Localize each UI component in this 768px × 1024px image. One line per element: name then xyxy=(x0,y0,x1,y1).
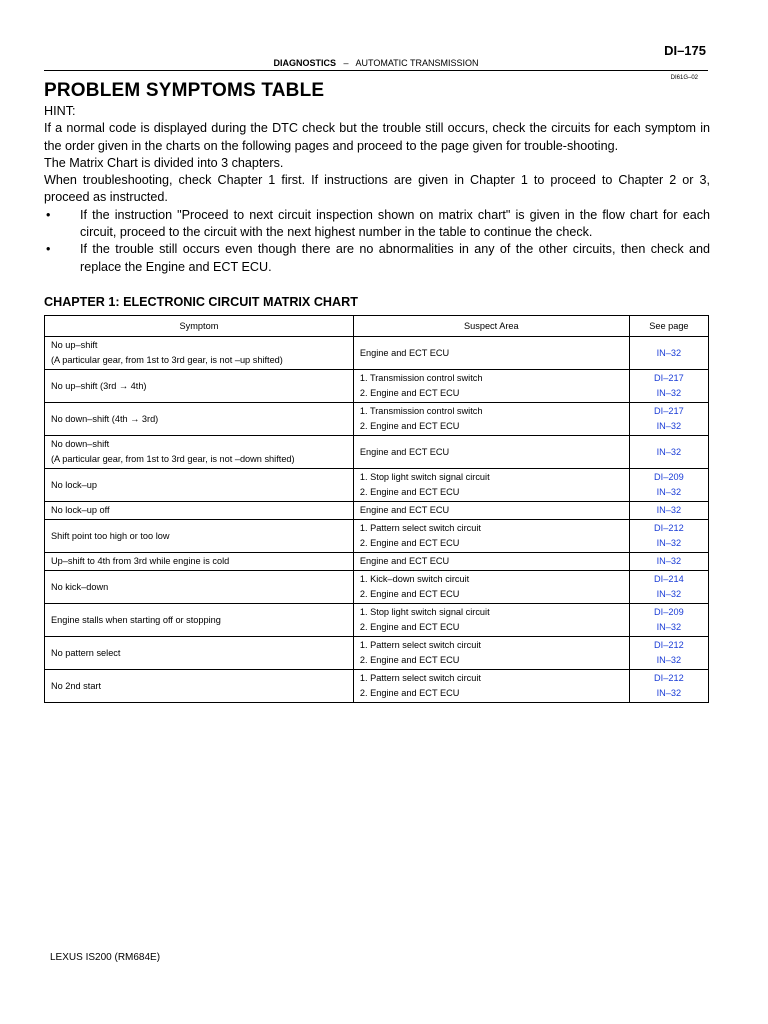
page-link[interactable]: DI–212 xyxy=(654,640,684,650)
table-row xyxy=(45,520,709,553)
symptom-cell xyxy=(45,553,354,571)
footer-model: LEXUS IS200 (RM684E) xyxy=(50,952,161,963)
suspect-area-cell-line: Engine and ECT ECU xyxy=(359,556,450,566)
suspect-area-cell xyxy=(353,553,629,571)
see-page-cell xyxy=(629,553,708,571)
suspect-area-cell xyxy=(353,469,629,502)
hint-paragraph-3: When troubleshooting, check Chapter 1 first. If instructions are given in Chapter 1 to proceed to Chapter 2 or 3, proceed as instructed. xyxy=(44,173,710,205)
table-row xyxy=(45,571,709,604)
page-title: PROBLEM SYMPTOMS TABLE xyxy=(44,80,325,101)
symptom-cell-line: No down–shift xyxy=(51,439,110,449)
suspect-area-cell-line: 1. Stop light switch signal circuit xyxy=(359,607,490,617)
symptom-cell-line: Up–shift to 4th from 3rd while engine is cold xyxy=(51,556,230,566)
page-link[interactable]: DI–217 xyxy=(654,406,684,416)
suspect-area-cell-line: 2. Engine and ECT ECU xyxy=(359,487,460,497)
hint-label: HINT: xyxy=(44,104,76,118)
hint-bullet-2 xyxy=(44,241,710,276)
symptom-cell xyxy=(45,571,354,604)
page-link[interactable]: IN–32 xyxy=(656,388,682,398)
suspect-area-cell-line: 1. Pattern select switch circuit xyxy=(359,640,481,650)
page-link[interactable]: DI–214 xyxy=(654,574,684,584)
bullet-text: If the trouble still occurs even though there are no abnormalities in any of the other circuits, then check and replace the Engine and ECT ECU. xyxy=(80,242,710,274)
symptom-cell xyxy=(45,502,354,520)
page-link[interactable]: IN–32 xyxy=(656,622,682,632)
page-link[interactable]: IN–32 xyxy=(656,556,682,566)
suspect-area-cell xyxy=(353,370,629,403)
symptom-cell xyxy=(45,604,354,637)
see-page-cell xyxy=(629,670,708,703)
page-link[interactable]: IN–32 xyxy=(656,446,682,457)
see-page-cell xyxy=(629,403,708,436)
symptom-cell-line: Engine stalls when starting off or stopping xyxy=(51,614,221,625)
symptom-cell-line: No up–shift xyxy=(51,340,98,350)
see-page-cell xyxy=(629,637,708,670)
suspect-area-cell-line: 1. Transmission control switch xyxy=(359,406,483,416)
see-page-cell xyxy=(629,520,708,553)
suspect-area-cell xyxy=(353,520,629,553)
suspect-area-cell-line: 2. Engine and ECT ECU xyxy=(359,421,460,431)
suspect-area-cell-line: Engine and ECT ECU xyxy=(359,446,450,457)
symptom-cell-line: No lock–up xyxy=(51,479,97,490)
symptom-cell xyxy=(45,469,354,502)
symptom-cell-line: No down–shift (4th → 3rd) xyxy=(51,413,159,424)
suspect-area-cell xyxy=(353,436,629,469)
page-link[interactable]: IN–32 xyxy=(656,505,682,515)
symptom-cell xyxy=(45,337,354,370)
symptom-cell xyxy=(45,520,354,553)
page-link[interactable]: IN–32 xyxy=(656,347,682,358)
suspect-area-cell xyxy=(353,403,629,436)
header-section: DIAGNOSTICS xyxy=(273,58,336,68)
page-link[interactable]: DI–217 xyxy=(654,373,684,383)
symptom-cell-line: Shift point too high or too low xyxy=(51,530,170,541)
suspect-area-cell-line: 1. Pattern select switch circuit xyxy=(359,673,481,683)
suspect-area-cell xyxy=(353,337,629,370)
page-link[interactable]: IN–32 xyxy=(656,688,682,698)
symptom-cell-line: No kick–down xyxy=(51,581,109,592)
see-page-cell xyxy=(629,604,708,637)
suspect-area-cell xyxy=(353,637,629,670)
table-row xyxy=(45,670,709,703)
header-separator: – xyxy=(343,58,349,68)
see-page-cell xyxy=(629,571,708,604)
page-link[interactable]: IN–32 xyxy=(656,589,682,599)
suspect-area-cell-line: 2. Engine and ECT ECU xyxy=(359,622,460,632)
table-row xyxy=(45,370,709,403)
bullet-marker: • xyxy=(46,207,51,222)
symptom-cell xyxy=(45,637,354,670)
symptom-cell xyxy=(45,403,354,436)
symptom-cell-line: (A particular gear, from 1st to 3rd gear, is not –down shifted) xyxy=(51,454,295,464)
hint-paragraph-2: The Matrix Chart is divided into 3 chapters. xyxy=(44,155,284,170)
symptom-cell xyxy=(45,370,354,403)
suspect-area-cell-line: Engine and ECT ECU xyxy=(359,505,450,515)
suspect-area-cell xyxy=(353,502,629,520)
table-row xyxy=(45,637,709,670)
page-link[interactable]: IN–32 xyxy=(656,655,682,665)
see-page-cell xyxy=(629,502,708,520)
suspect-area-cell-line: 2. Engine and ECT ECU xyxy=(359,688,460,698)
page-link[interactable]: DI–209 xyxy=(654,472,684,482)
page-code: DI–175 xyxy=(664,43,706,58)
header-see-page: See page xyxy=(629,316,708,337)
table-row xyxy=(45,553,709,571)
bullet-marker: • xyxy=(46,242,51,257)
symptom-matrix-table xyxy=(44,315,709,703)
suspect-area-cell-line: Engine and ECT ECU xyxy=(359,347,450,358)
symptom-cell xyxy=(45,436,354,469)
suspect-area-cell-line: 1. Pattern select switch circuit xyxy=(359,523,481,533)
table-body xyxy=(45,337,709,703)
header-subsection: AUTOMATIC TRANSMISSION xyxy=(355,58,479,68)
suspect-area-cell-line: 2. Engine and ECT ECU xyxy=(359,388,460,398)
table-header-row xyxy=(45,316,709,337)
suspect-area-cell xyxy=(353,604,629,637)
symptom-cell xyxy=(45,670,354,703)
page-link[interactable]: IN–32 xyxy=(656,487,682,497)
page-link[interactable]: IN–32 xyxy=(656,538,682,548)
symptom-cell-line: No lock–up off xyxy=(51,505,110,515)
table-row xyxy=(45,436,709,469)
suspect-area-cell-line: 2. Engine and ECT ECU xyxy=(359,589,460,599)
symptom-cell-line: (A particular gear, from 1st to 3rd gear, is not –up shifted) xyxy=(51,355,283,365)
table-row xyxy=(45,337,709,370)
header-suspect-area: Suspect Area xyxy=(353,316,629,337)
running-header xyxy=(44,58,708,68)
hint-bullet-1 xyxy=(44,207,710,242)
suspect-area-cell-line: 2. Engine and ECT ECU xyxy=(359,538,460,548)
symptom-cell-line: No 2nd start xyxy=(51,680,102,691)
symptom-cell-line: No pattern select xyxy=(51,647,121,658)
table-row xyxy=(45,604,709,637)
page-link[interactable]: IN–32 xyxy=(656,421,682,431)
bullet-text: If the instruction "Proceed to next circuit inspection shown on matrix chart" is given in the flow chart for each circuit, proceed to the circuit with the next highest number in the table to continue the check. xyxy=(80,207,710,240)
see-page-cell xyxy=(629,469,708,502)
page-link[interactable]: DI–209 xyxy=(654,607,684,617)
suspect-area-cell-line: 1. Kick–down switch circuit xyxy=(359,574,470,584)
see-page-cell xyxy=(629,337,708,370)
suspect-area-cell xyxy=(353,571,629,604)
table-row xyxy=(45,469,709,502)
table-row xyxy=(45,502,709,520)
suspect-area-cell xyxy=(353,670,629,703)
suspect-area-cell-line: 1. Stop light switch signal circuit xyxy=(359,472,490,482)
header-rule xyxy=(44,70,708,71)
hint-paragraph-1: If a normal code is displayed during the DTC check but the trouble still occurs, check the circuits for each symptom in the order given in the charts on the following pages and proceed to the page given for trouble-shooting. xyxy=(44,121,710,153)
hint-block xyxy=(44,103,710,276)
page-link[interactable]: DI–212 xyxy=(654,523,684,533)
document-id: DI61G–02 xyxy=(670,75,698,81)
chapter-title: CHAPTER 1: ELECTRONIC CIRCUIT MATRIX CHART xyxy=(44,295,358,309)
symptom-cell-line: No up–shift (3rd → 4th) xyxy=(51,380,147,391)
suspect-area-cell-line: 2. Engine and ECT ECU xyxy=(359,655,460,665)
see-page-cell xyxy=(629,370,708,403)
page-link[interactable]: DI–212 xyxy=(654,673,684,683)
header-symptom: Symptom xyxy=(45,316,354,337)
suspect-area-cell-line: 1. Transmission control switch xyxy=(359,373,483,383)
table-row xyxy=(45,403,709,436)
see-page-cell xyxy=(629,436,708,469)
